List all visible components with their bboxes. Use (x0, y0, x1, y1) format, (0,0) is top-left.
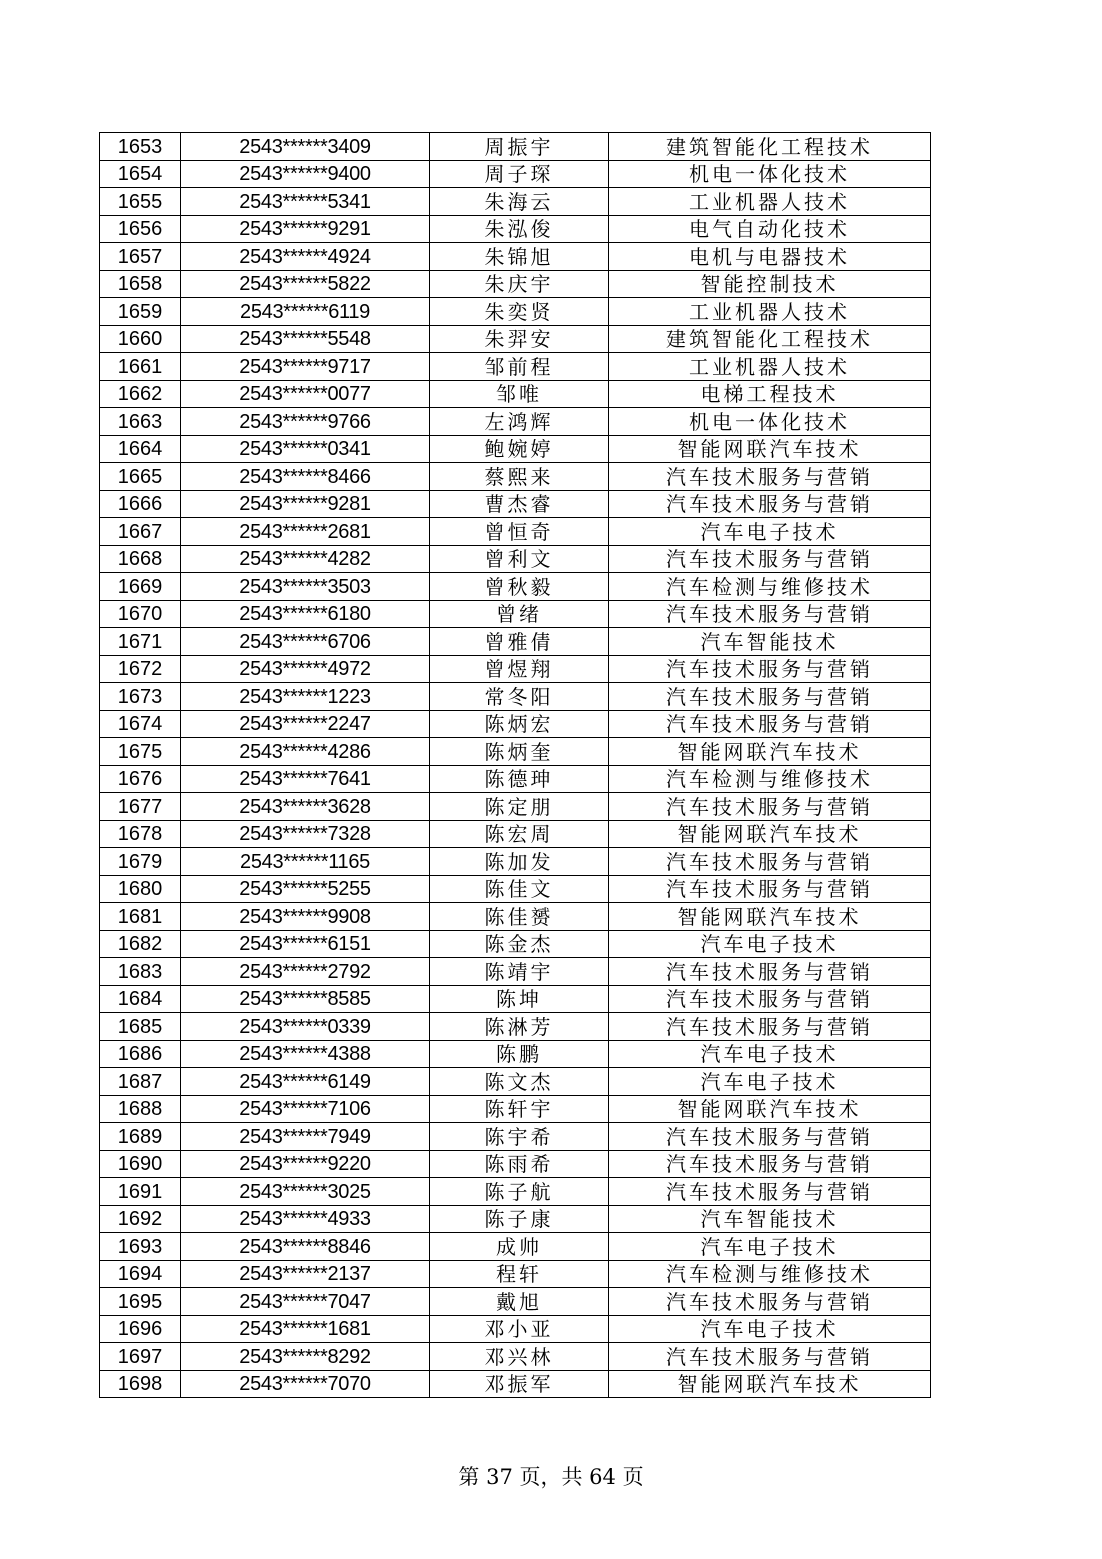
row-number-cell: 1659 (100, 298, 181, 326)
row-number-cell: 1658 (100, 270, 181, 298)
student-name-cell: 邓小亚 (430, 1315, 609, 1343)
row-number-cell: 1676 (100, 765, 181, 793)
id-number-cell: 2543******9400 (181, 160, 430, 188)
major-cell: 建筑智能化工程技术 (609, 133, 931, 161)
table-row (100, 435, 931, 463)
major-cell: 电机与电器技术 (609, 243, 931, 271)
student-name-cell: 陈佳赟 (430, 903, 609, 931)
student-name-cell: 邓兴林 (430, 1343, 609, 1371)
row-number-cell: 1653 (100, 133, 181, 161)
table-row (100, 353, 931, 381)
table-row (100, 820, 931, 848)
table-row (100, 600, 931, 628)
table-row (100, 298, 931, 326)
major-cell: 汽车检测与维修技术 (609, 765, 931, 793)
id-number-cell: 2543******8585 (181, 985, 430, 1013)
major-cell: 智能网联汽车技术 (609, 820, 931, 848)
id-number-cell: 2543******2247 (181, 710, 430, 738)
major-cell: 汽车技术服务与营销 (609, 683, 931, 711)
major-cell: 工业机器人技术 (609, 188, 931, 216)
table-row (100, 325, 931, 353)
row-number-cell: 1673 (100, 683, 181, 711)
student-name-cell: 陈轩宇 (430, 1095, 609, 1123)
student-name-cell: 陈淋芳 (430, 1013, 609, 1041)
id-number-cell: 2543******9908 (181, 903, 430, 931)
row-number-cell: 1674 (100, 710, 181, 738)
student-name-cell: 陈鹏 (430, 1040, 609, 1068)
id-number-cell: 2543******1681 (181, 1315, 430, 1343)
page-footer (0, 1462, 1102, 1492)
student-name-cell: 陈宇希 (430, 1123, 609, 1151)
row-number-cell: 1692 (100, 1205, 181, 1233)
id-number-cell: 2543******4286 (181, 738, 430, 766)
row-number-cell: 1656 (100, 215, 181, 243)
row-number-cell: 1678 (100, 820, 181, 848)
table-row (100, 628, 931, 656)
id-number-cell: 2543******2792 (181, 958, 430, 986)
row-number-cell: 1686 (100, 1040, 181, 1068)
student-name-cell: 左鸿辉 (430, 408, 609, 436)
major-cell: 汽车电子技术 (609, 1315, 931, 1343)
student-name-cell: 陈炳宏 (430, 710, 609, 738)
row-number-cell: 1689 (100, 1123, 181, 1151)
id-number-cell: 2543******2137 (181, 1260, 430, 1288)
table-row (100, 710, 931, 738)
row-number-cell: 1671 (100, 628, 181, 656)
id-number-cell: 2543******3503 (181, 573, 430, 601)
student-name-cell: 周子琛 (430, 160, 609, 188)
major-cell: 汽车技术服务与营销 (609, 875, 931, 903)
student-name-cell: 成帅 (430, 1233, 609, 1261)
row-number-cell: 1691 (100, 1178, 181, 1206)
major-cell: 汽车技术服务与营销 (609, 1123, 931, 1151)
row-number-cell: 1677 (100, 793, 181, 821)
table-row (100, 1315, 931, 1343)
student-name-cell: 陈佳文 (430, 875, 609, 903)
student-name-cell: 曾绪 (430, 600, 609, 628)
table-row (100, 270, 931, 298)
table-row (100, 765, 931, 793)
id-number-cell: 2543******0341 (181, 435, 430, 463)
row-number-cell: 1666 (100, 490, 181, 518)
major-cell: 汽车电子技术 (609, 930, 931, 958)
table-row (100, 1205, 931, 1233)
major-cell: 工业机器人技术 (609, 353, 931, 381)
id-number-cell: 2543******9220 (181, 1150, 430, 1178)
major-cell: 机电一体化技术 (609, 160, 931, 188)
table-row (100, 793, 931, 821)
table-row (100, 930, 931, 958)
row-number-cell: 1661 (100, 353, 181, 381)
id-number-cell: 2543******3025 (181, 1178, 430, 1206)
table-row (100, 1233, 931, 1261)
major-cell: 电气自动化技术 (609, 215, 931, 243)
page-number-label: 第 37 页，共 64 页 (458, 1465, 644, 1489)
id-number-cell: 2543******3628 (181, 793, 430, 821)
row-number-cell: 1696 (100, 1315, 181, 1343)
student-name-cell: 陈加发 (430, 848, 609, 876)
row-number-cell: 1679 (100, 848, 181, 876)
student-name-cell: 陈坤 (430, 985, 609, 1013)
student-name-cell: 朱海云 (430, 188, 609, 216)
id-number-cell: 2543******5255 (181, 875, 430, 903)
major-cell: 智能网联汽车技术 (609, 1370, 931, 1398)
major-cell: 建筑智能化工程技术 (609, 325, 931, 353)
row-number-cell: 1693 (100, 1233, 181, 1261)
major-cell: 智能网联汽车技术 (609, 738, 931, 766)
student-name-cell: 曾雅倩 (430, 628, 609, 656)
major-cell: 汽车技术服务与营销 (609, 793, 931, 821)
student-name-cell: 周振宇 (430, 133, 609, 161)
id-number-cell: 2543******3409 (181, 133, 430, 161)
id-number-cell: 2543******8846 (181, 1233, 430, 1261)
student-name-cell: 曾秋毅 (430, 573, 609, 601)
table-row (100, 1013, 931, 1041)
major-cell: 汽车检测与维修技术 (609, 573, 931, 601)
table-row (100, 380, 931, 408)
id-number-cell: 2543******6149 (181, 1068, 430, 1096)
student-name-cell: 朱泓俊 (430, 215, 609, 243)
student-name-cell: 邹唯 (430, 380, 609, 408)
id-number-cell: 2543******9717 (181, 353, 430, 381)
table-row (100, 875, 931, 903)
major-cell: 汽车技术服务与营销 (609, 490, 931, 518)
row-number-cell: 1680 (100, 875, 181, 903)
row-number-cell: 1684 (100, 985, 181, 1013)
row-number-cell: 1675 (100, 738, 181, 766)
id-number-cell: 2543******6119 (181, 298, 430, 326)
roster-table (99, 132, 931, 1398)
student-name-cell: 曾恒奇 (430, 518, 609, 546)
student-name-cell: 蔡熙来 (430, 463, 609, 491)
row-number-cell: 1687 (100, 1068, 181, 1096)
student-name-cell: 鲍婉婷 (430, 435, 609, 463)
id-number-cell: 2543******7328 (181, 820, 430, 848)
major-cell: 汽车技术服务与营销 (609, 1343, 931, 1371)
row-number-cell: 1681 (100, 903, 181, 931)
row-number-cell: 1654 (100, 160, 181, 188)
id-number-cell: 2543******4282 (181, 545, 430, 573)
table-row (100, 655, 931, 683)
student-name-cell: 陈文杰 (430, 1068, 609, 1096)
student-name-cell: 常冬阳 (430, 683, 609, 711)
table-row (100, 188, 931, 216)
student-name-cell: 曾利文 (430, 545, 609, 573)
row-number-cell: 1657 (100, 243, 181, 271)
row-number-cell: 1682 (100, 930, 181, 958)
id-number-cell: 2543******4924 (181, 243, 430, 271)
student-name-cell: 陈雨希 (430, 1150, 609, 1178)
table-row (100, 958, 931, 986)
major-cell: 汽车技术服务与营销 (609, 1150, 931, 1178)
row-number-cell: 1669 (100, 573, 181, 601)
major-cell: 汽车电子技术 (609, 1068, 931, 1096)
student-name-cell: 陈金杰 (430, 930, 609, 958)
id-number-cell: 2543******1223 (181, 683, 430, 711)
student-name-cell: 曹杰睿 (430, 490, 609, 518)
id-number-cell: 2543******9291 (181, 215, 430, 243)
table-row (100, 903, 931, 931)
row-number-cell: 1655 (100, 188, 181, 216)
student-name-cell: 程轩 (430, 1260, 609, 1288)
student-name-cell: 陈靖宇 (430, 958, 609, 986)
table-row (100, 490, 931, 518)
table-row (100, 1343, 931, 1371)
id-number-cell: 2543******6180 (181, 600, 430, 628)
id-number-cell: 2543******9281 (181, 490, 430, 518)
table-row (100, 1260, 931, 1288)
student-name-cell: 朱庆宇 (430, 270, 609, 298)
major-cell: 汽车技术服务与营销 (609, 463, 931, 491)
student-name-cell: 朱奕贤 (430, 298, 609, 326)
table-row (100, 848, 931, 876)
major-cell: 汽车技术服务与营销 (609, 600, 931, 628)
major-cell: 汽车技术服务与营销 (609, 958, 931, 986)
row-number-cell: 1672 (100, 655, 181, 683)
student-name-cell: 陈子康 (430, 1205, 609, 1233)
table-row (100, 545, 931, 573)
major-cell: 智能网联汽车技术 (609, 1095, 931, 1123)
id-number-cell: 2543******0339 (181, 1013, 430, 1041)
row-number-cell: 1685 (100, 1013, 181, 1041)
student-name-cell: 曾煜翔 (430, 655, 609, 683)
student-name-cell: 戴旭 (430, 1288, 609, 1316)
id-number-cell: 2543******5341 (181, 188, 430, 216)
student-name-cell: 陈德珅 (430, 765, 609, 793)
row-number-cell: 1660 (100, 325, 181, 353)
row-number-cell: 1665 (100, 463, 181, 491)
id-number-cell: 2543******7047 (181, 1288, 430, 1316)
student-name-cell: 陈定朋 (430, 793, 609, 821)
student-name-cell: 陈宏周 (430, 820, 609, 848)
row-number-cell: 1690 (100, 1150, 181, 1178)
table-row (100, 573, 931, 601)
table-row (100, 518, 931, 546)
major-cell: 汽车技术服务与营销 (609, 1288, 931, 1316)
table-row (100, 1150, 931, 1178)
row-number-cell: 1668 (100, 545, 181, 573)
table-row (100, 1123, 931, 1151)
id-number-cell: 2543******7106 (181, 1095, 430, 1123)
id-number-cell: 2543******8292 (181, 1343, 430, 1371)
id-number-cell: 2543******6706 (181, 628, 430, 656)
major-cell: 汽车智能技术 (609, 628, 931, 656)
table-row (100, 1370, 931, 1398)
major-cell: 机电一体化技术 (609, 408, 931, 436)
id-number-cell: 2543******5822 (181, 270, 430, 298)
row-number-cell: 1667 (100, 518, 181, 546)
table-row (100, 1095, 931, 1123)
id-number-cell: 2543******0077 (181, 380, 430, 408)
student-name-cell: 朱羿安 (430, 325, 609, 353)
row-number-cell: 1694 (100, 1260, 181, 1288)
table-row (100, 215, 931, 243)
major-cell: 汽车智能技术 (609, 1205, 931, 1233)
roster-table-body (100, 133, 931, 1398)
student-name-cell: 朱锦旭 (430, 243, 609, 271)
student-name-cell: 邹前程 (430, 353, 609, 381)
table-row (100, 985, 931, 1013)
row-number-cell: 1688 (100, 1095, 181, 1123)
id-number-cell: 2543******7070 (181, 1370, 430, 1398)
table-row (100, 1068, 931, 1096)
id-number-cell: 2543******8466 (181, 463, 430, 491)
student-name-cell: 陈炳奎 (430, 738, 609, 766)
roster-table-wrapper (99, 132, 930, 1398)
major-cell: 汽车电子技术 (609, 1233, 931, 1261)
major-cell: 智能网联汽车技术 (609, 435, 931, 463)
row-number-cell: 1697 (100, 1343, 181, 1371)
table-row (100, 1178, 931, 1206)
major-cell: 汽车电子技术 (609, 1040, 931, 1068)
table-row (100, 133, 931, 161)
major-cell: 汽车技术服务与营销 (609, 985, 931, 1013)
major-cell: 汽车技术服务与营销 (609, 655, 931, 683)
id-number-cell: 2543******4972 (181, 655, 430, 683)
major-cell: 汽车技术服务与营销 (609, 710, 931, 738)
major-cell: 汽车技术服务与营销 (609, 1178, 931, 1206)
major-cell: 汽车技术服务与营销 (609, 545, 931, 573)
major-cell: 汽车技术服务与营销 (609, 1013, 931, 1041)
id-number-cell: 2543******6151 (181, 930, 430, 958)
student-name-cell: 陈子航 (430, 1178, 609, 1206)
major-cell: 汽车技术服务与营销 (609, 848, 931, 876)
table-row (100, 683, 931, 711)
id-number-cell: 2543******1165 (181, 848, 430, 876)
table-row (100, 408, 931, 436)
id-number-cell: 2543******7641 (181, 765, 430, 793)
table-row (100, 243, 931, 271)
table-row (100, 463, 931, 491)
row-number-cell: 1670 (100, 600, 181, 628)
student-name-cell: 邓振军 (430, 1370, 609, 1398)
row-number-cell: 1698 (100, 1370, 181, 1398)
table-row (100, 1288, 931, 1316)
major-cell: 汽车检测与维修技术 (609, 1260, 931, 1288)
row-number-cell: 1663 (100, 408, 181, 436)
table-row (100, 738, 931, 766)
major-cell: 电梯工程技术 (609, 380, 931, 408)
id-number-cell: 2543******4388 (181, 1040, 430, 1068)
major-cell: 汽车电子技术 (609, 518, 931, 546)
table-row (100, 1040, 931, 1068)
row-number-cell: 1695 (100, 1288, 181, 1316)
table-row (100, 160, 931, 188)
id-number-cell: 2543******5548 (181, 325, 430, 353)
id-number-cell: 2543******7949 (181, 1123, 430, 1151)
id-number-cell: 2543******4933 (181, 1205, 430, 1233)
id-number-cell: 2543******9766 (181, 408, 430, 436)
major-cell: 智能网联汽车技术 (609, 903, 931, 931)
row-number-cell: 1683 (100, 958, 181, 986)
row-number-cell: 1664 (100, 435, 181, 463)
id-number-cell: 2543******2681 (181, 518, 430, 546)
major-cell: 智能控制技术 (609, 270, 931, 298)
row-number-cell: 1662 (100, 380, 181, 408)
major-cell: 工业机器人技术 (609, 298, 931, 326)
